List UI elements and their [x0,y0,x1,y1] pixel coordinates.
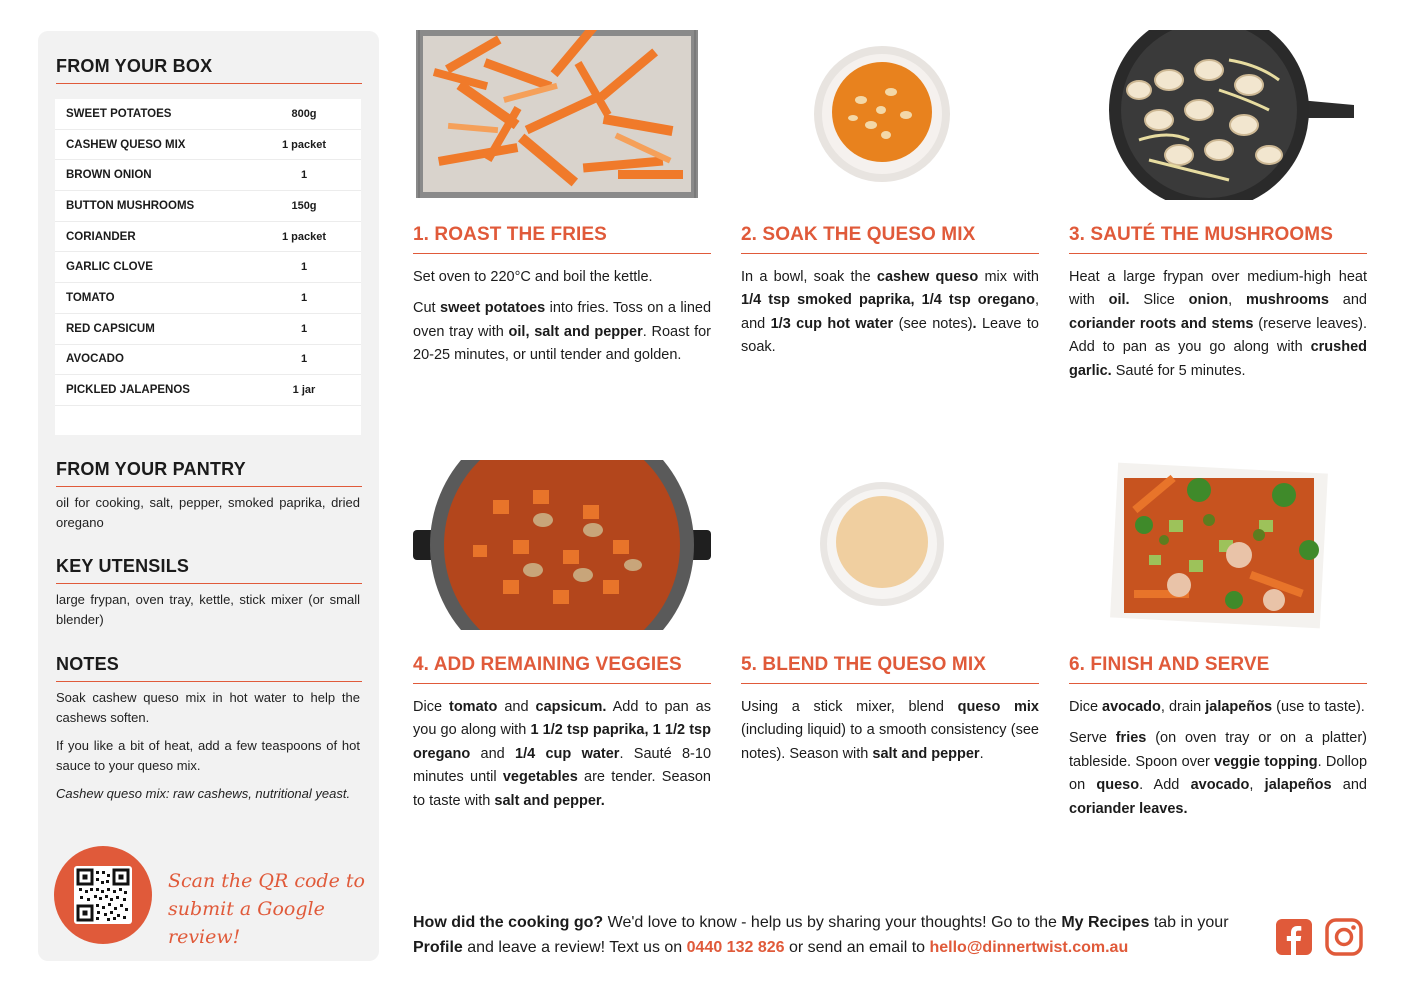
notes-block [56,688,360,812]
step-text: into fries. Toss on a lined oven tray with [413,300,712,340]
step-text: , drain [1160,699,1206,715]
step-paragraph [413,266,711,289]
step-bold-text: queso mix [957,699,1039,715]
ingredient-row [55,191,361,222]
step-bold-text: oil, salt and pepper [508,323,643,340]
ingredient-qty: 1 [300,169,308,182]
from-your-pantry-title: FROM YOUR PANTRY [56,459,362,487]
step-1-title: 1. ROAST THE FRIES [413,224,711,254]
step-text: are tender. Season to taste with [413,769,711,809]
pantry-text: oil for cooking, salt, pepper, smoked paprika, dried oregano [56,495,360,530]
ingredient-qty: 1 [300,322,308,335]
ingredient-row [55,345,361,376]
step-text: (reserve leaves). Add to pan as you go along with [1069,315,1367,356]
step-bold-text: 1 1/2 tsp paprika, 1 1/2 tsp oregano [413,722,711,762]
step-text: (use to taste). [1272,699,1365,715]
step-bold-text: . [972,315,977,332]
roast-fries-image [413,30,711,200]
step-bold-text: tomato [449,699,498,715]
key-utensils-title: KEY UTENSILS [56,556,362,584]
ingredient-qty: 1 [300,353,308,366]
step-paragraph [413,696,711,813]
step-paragraph [741,266,1039,360]
step-3-title: 3. SAUTÉ THE MUSHROOMS [1069,224,1367,254]
ingredient-row [55,252,361,283]
ingredient-row [55,130,361,161]
step-4-title: 4. ADD REMAINING VEGGIES [413,654,711,684]
step-bold-text: veggie topping [1214,753,1318,770]
instagram-icon[interactable] [1325,918,1363,956]
qr-code-icon[interactable] [74,866,132,924]
step-text: Leave to soak. [741,315,1039,356]
remaining-veggies-image [413,460,711,630]
step-text: and [497,699,536,715]
ingredient-qty: 1 jar [292,384,316,397]
from-your-box-title: FROM YOUR BOX [56,56,362,84]
step-2-title: 2. SOAK THE QUESO MIX [741,224,1039,254]
footer-text-4: or send an email to [784,939,930,956]
step-paragraph [1069,727,1367,821]
step-text: , [1249,777,1265,794]
step-text: . Sauté 8-10 minutes until [413,745,712,786]
blend-queso-image [741,460,1039,630]
note-1: Soak cashew queso mix in hot water to help the cashews soften. [56,690,360,725]
step-paragraph [1069,696,1367,719]
ingredient-qty: 150g [291,199,317,212]
step-bold-text: salt and pepper. [494,792,605,809]
step-bold-text: salt and pepper [872,745,980,762]
facebook-icon[interactable] [1275,918,1313,956]
step-text: and [470,745,516,762]
step-text: Set oven to 220°C and boil the kettle. [413,269,653,285]
ingredient-qty: 1 [300,291,308,304]
step-text: (see notes) [893,315,973,332]
soak-queso-image [741,30,1039,200]
ingredient-name: CORIANDER [66,230,136,243]
ingredient-name: GARLIC CLOVE [66,261,153,274]
step-bold-text: crushed garlic. [1069,339,1367,379]
step-text: (including liquid) to a smooth consistency (see notes). Season with [741,722,1039,762]
qr-code-badge[interactable] [54,846,152,944]
step-5-title: 5. BLEND THE QUESO MIX [741,654,1039,684]
step-4-body [413,696,711,821]
step-bold-text: vegetables [502,769,578,786]
ingredient-row [55,99,361,130]
ingredient-name: BROWN ONION [66,169,152,182]
step-text: Serve [1069,730,1116,747]
step-text: , and [741,292,1039,332]
my-recipes-link[interactable]: My Recipes [1061,914,1150,931]
step-text: . Add [1139,777,1191,794]
ingredient-name: CASHEW QUESO MIX [66,138,186,151]
step-5-body [741,696,1039,774]
step-paragraph [741,696,1039,766]
email-link[interactable]: hello@dinnertwist.com.au [929,939,1129,956]
step-paragraph [1069,266,1367,383]
note-2: If you like a bit of heat, add a few teaspoons of hot sauce to your queso mix. [56,738,360,773]
ingredient-qty: 1 packet [281,138,327,151]
step-text: . Roast for 20-25 minutes, or until tender and golden. [413,323,711,364]
step-text: Cut [413,300,441,317]
step-2-body [741,266,1039,368]
footer-text-2: tab in your [1149,914,1229,931]
ingredient-name: PICKLED JALAPENOS [66,384,190,397]
utensils-text: large frypan, oven tray, kettle, stick mixer (or small blender) [56,592,360,627]
step-text: Dice [413,699,449,715]
footer-text-3: and leave a review! Text us on [462,939,687,956]
step-bold-text: avocado [1102,699,1161,715]
ingredient-name: BUTTON MUSHROOMS [66,199,195,212]
step-text: . [979,745,984,762]
step-bold-text: onion [1188,292,1229,309]
step-text: In a bowl, soak the [741,269,877,285]
qr-caption-line-1: Scan the QR code to [168,870,365,892]
step-bold-text: jalapeños [1264,777,1332,794]
step-bold-text: 1/4 cup water [515,745,620,762]
ingredient-qty: 800g [291,107,317,120]
step-bold-text: coriander roots and stems [1069,315,1254,332]
step-bold-text: sweet potatoes [440,300,546,317]
ingredient-name: SWEET POTATOES [66,107,172,120]
ingredient-qty: 1 packet [281,230,327,243]
step-bold-text: jalapeños [1205,699,1273,715]
step-6-title: 6. FINISH AND SERVE [1069,654,1367,684]
finish-serve-image [1069,460,1367,630]
review-footer [413,910,1263,960]
ingredient-row [55,222,361,253]
step-text: . Dollop on [1069,753,1368,794]
step-text: and [1328,292,1367,309]
footer-question: How did the cooking go? [413,914,604,931]
step-text: Using a stick mixer, blend [741,699,958,715]
step-text: Heat a large frypan over medium-high heat with [1069,269,1367,309]
ingredient-name: RED CAPSICUM [66,322,155,335]
ingredient-row [55,283,361,314]
step-text: (on oven tray or on a platter) tableside. Spoon over [1069,730,1367,770]
step-text: , [1228,292,1246,309]
sidebar-panel [38,31,379,961]
step-bold-text: fries [1115,730,1147,747]
step-text: Sauté for 5 minutes. [1111,362,1246,379]
step-bold-text: 1/3 cup hot water [770,315,894,332]
step-bold-text: queso [1096,777,1140,794]
footer-text-1: We'd love to know - help us by sharing your thoughts! Go to the [603,914,1062,931]
qr-caption-line-2: submit a Google review! [168,898,325,948]
step-bold-text: 1/4 tsp smoked paprika, 1/4 tsp oregano [741,292,1035,309]
step-text: Dice [1069,699,1103,715]
ingredient-row [55,314,361,345]
step-bold-text: capsicum. [535,699,607,715]
step-text: Slice [1129,292,1189,309]
notes-title: NOTES [56,654,362,682]
step-1-body [413,266,711,376]
ingredient-name: AVOCADO [66,353,124,366]
ingredient-name: TOMATO [66,291,115,304]
ingredient-qty: 1 [300,261,308,274]
ingredient-row [55,375,361,406]
step-text: and [1331,777,1367,794]
step-bold-text: cashew queso [876,269,979,285]
step-text: mix with [978,269,1039,285]
saute-mushrooms-image [1069,30,1367,200]
step-paragraph [413,297,711,367]
qr-caption [168,867,368,951]
step-text: Add to pan as you go along with [413,699,711,739]
step-3-body [1069,266,1367,391]
step-bold-text: coriander leaves. [1069,800,1188,817]
step-bold-text: avocado [1190,777,1250,794]
ingredient-row [55,160,361,191]
phone-link[interactable]: 0440 132 826 [686,939,785,956]
ingredients-table [55,99,361,435]
step-bold-text: oil. [1108,292,1130,309]
profile-link[interactable]: Profile [413,939,463,956]
step-bold-text: mushrooms [1245,292,1329,309]
note-3: Cashew queso mix: raw cashews, nutritional yeast. [56,786,351,801]
step-6-body [1069,696,1367,829]
